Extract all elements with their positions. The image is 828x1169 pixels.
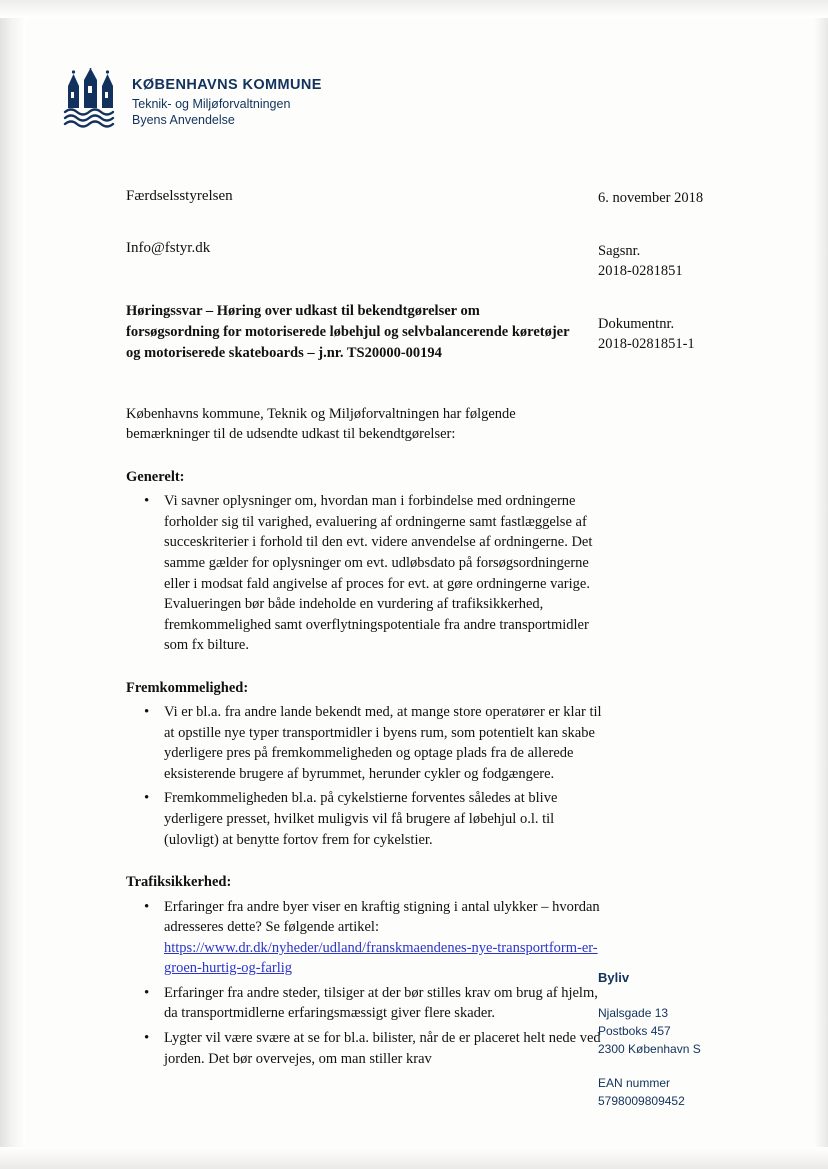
section-heading: Trafiksikkerhed: bbox=[126, 874, 232, 891]
footer-address-block bbox=[598, 968, 798, 1110]
scan-edge-right bbox=[812, 0, 828, 1169]
letter-metadata bbox=[598, 188, 778, 355]
footer-address-line-1: Njalsgade 13 bbox=[598, 1005, 669, 1020]
footer-address-line-3: 2300 København S bbox=[598, 1041, 701, 1056]
document-title: Høringssvar – Høring over udkast til bekendtgørelser om forsøgsordning for motoriserede løbehjul og selvbalancerende køretøjer og motoriserede skateboards – j.nr. TS20000-00194 bbox=[126, 302, 570, 361]
scan-edge-left bbox=[0, 0, 26, 1169]
list-item-text: Erfaringer fra andre byer viser en kraftig stigning i antal ulykker – hvordan adresseres dette? Se følgende artikel: bbox=[164, 898, 600, 936]
letter-date: 6. november 2018 bbox=[598, 190, 704, 206]
list-item: • Fremkommeligheden bl.a. på cykelstierne forventes således at blive yderligere presset, hvilket muligvis vil få brugere af løbehjul o.l. til (ulovligt) at benytte fortov frem for cykelstier. bbox=[160, 788, 604, 850]
footer-unit-title: Byliv bbox=[598, 970, 630, 985]
department-name: Teknik- og Miljøforvaltningen bbox=[132, 96, 291, 111]
section-fremkommelighed bbox=[126, 678, 602, 850]
unit-name: Byens Anvendelse bbox=[132, 113, 235, 128]
article-link[interactable]: https://www.dr.dk/nyheder/udland/franskmaendenes-nye-transportform-er-groen-hurtig-og-farlig bbox=[164, 939, 598, 977]
scan-edge-bottom bbox=[0, 1147, 828, 1169]
document-number-label: Dokumentnr. bbox=[598, 316, 675, 333]
list-item: • Vi savner oplysninger om, hvordan man i forbindelse med ordningerne forholder sig til varighed, evaluering af ordningerne samt fastlæggelse af succeskriterier i forhold til den evt. videre anvendelse af ordningerne. Det samme gælder for oplysninger om evt. udløbsdato på forsøgsordningerne eller i modsat fald angivelse af proces for evt. at gøre ordningerne varige. Evalueringen bør både indeholde en vurdering af trafiksikkerhed, fremkommelighed samt overflytningspotentiale fra andre transportmidler som fx bilture. bbox=[160, 491, 604, 656]
intro-paragraph: Københavns kommune, Teknik og Miljøforvaltningen har følgende bemærkninger til de udsendte udkast til bekendtgørelser: bbox=[126, 405, 516, 443]
organization-name: KØBENHAVNS KOMMUNE bbox=[132, 77, 322, 93]
letterhead bbox=[62, 66, 392, 144]
footer-ean-value: 5798009809452 bbox=[598, 1093, 685, 1108]
list-item: • Lygter vil være svære at se for bl.a. bilister, når de er placeret helt nede ved jorden. Det bør overvejes, om man stiller krav bbox=[160, 1028, 604, 1069]
section-heading: Generelt: bbox=[126, 468, 185, 485]
letterhead-text bbox=[132, 78, 322, 128]
list-item: • Erfaringer fra andre steder, tilsiger at der bør stilles krav om brug af hjelm, da transportmidlerne erfaringsmæssigt giver flere skader. bbox=[160, 983, 604, 1024]
scan-edge-top bbox=[0, 0, 828, 18]
section-heading: Fremkommelighed: bbox=[126, 679, 249, 696]
case-number-block bbox=[598, 242, 778, 281]
section-trafiksikkerhed bbox=[126, 872, 601, 1069]
recipient-email: Info@fstyr.dk bbox=[126, 239, 211, 256]
footer-address-line-2: Postboks 457 bbox=[598, 1023, 671, 1038]
section-generelt bbox=[126, 467, 593, 656]
section-bullet-list bbox=[126, 702, 602, 850]
case-number-value: 2018-0281851 bbox=[598, 262, 683, 279]
letter-body bbox=[126, 186, 602, 1069]
section-bullet-list bbox=[126, 491, 593, 656]
case-number-label: Sagsnr. bbox=[598, 243, 641, 260]
recipient-name: Færdselsstyrelsen bbox=[126, 188, 233, 204]
copenhagen-municipality-crest-icon bbox=[62, 68, 120, 132]
document-number-block bbox=[598, 315, 778, 354]
list-item: • Vi er bl.a. fra andre lande bekendt med, at mange store operatører er klar til at opstille nye typer transportmidler i byens rum, som potentielt kan skabe yderligere pres på fremkommeligheden og optage plads fra de allerede eksisterende brugere af byrummet, herunder cykler og fodgængere. bbox=[160, 702, 604, 784]
footer-ean-label: EAN nummer bbox=[598, 1075, 671, 1090]
list-item bbox=[160, 897, 604, 979]
document-number-value: 2018-0281851-1 bbox=[598, 335, 695, 352]
section-bullet-list bbox=[126, 897, 601, 1070]
